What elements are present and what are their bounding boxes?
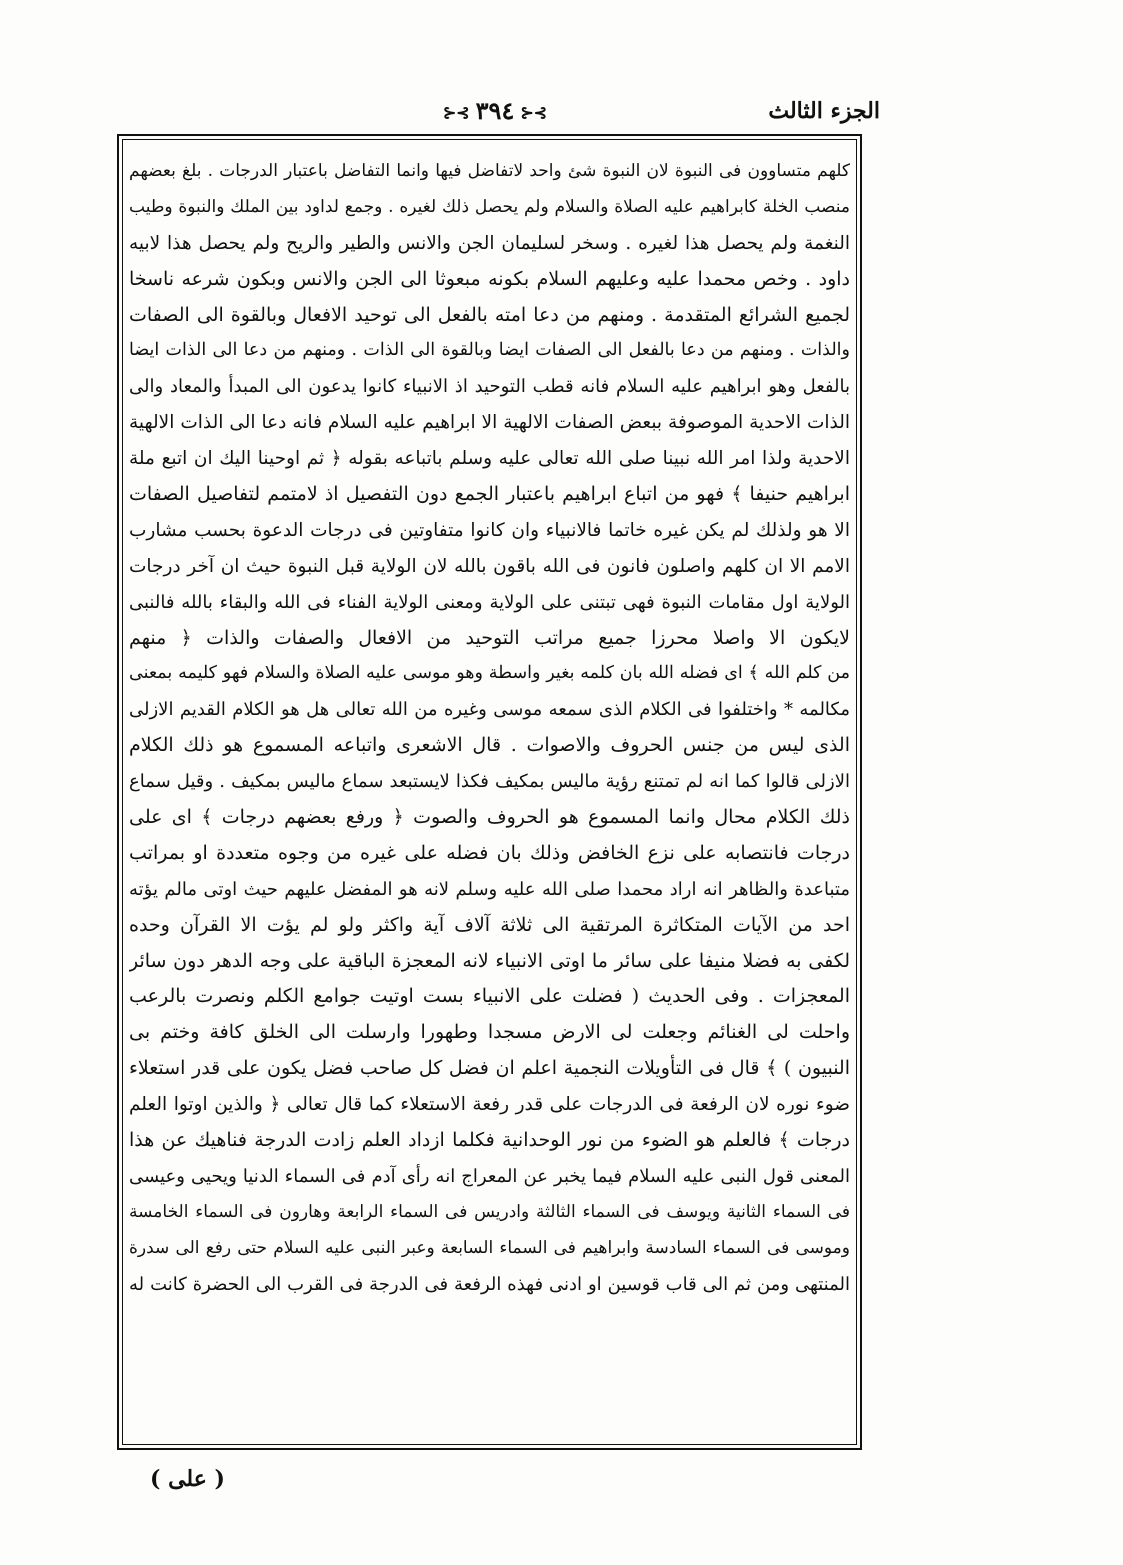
text-line: ضوء نوره لان الرفعة فى الدرجات على قدر رفعة الاستعلاء كما قال تعالى ﴿ والذين اوتوا العلم — [129, 1094, 850, 1116]
text-line: الا هو ولذلك لم يكن غيره خاتما فالانبياء وان كانوا متفاوتين فى درجات الدعوة بحسب مشارب — [129, 519, 850, 541]
text-line: الذات الاحدية الموصوفة ببعض الصفات الالهية الا ابراهيم عليه السلام فانه دعا الى الذات الالهية — [129, 412, 850, 434]
text-line: درجات ﴾ فالعلم هو الضوء من نور الوحدانية فكلما ازداد العلم زادت الدرجة فناهيك عن هذا — [129, 1129, 850, 1152]
text-line: فى السماء الثانية ويوسف فى السماء الثالثة وادريس فى السماء الرابعة وهارون فى السماء الخامسة — [129, 1201, 850, 1222]
page-header — [120, 88, 880, 136]
text-line: الازلى قالوا كما انه لم تمتنع رؤية ماليس بمكيف فكذا لايستبعد سماع ماليس بمكيف . وقيل سماع — [129, 771, 850, 793]
text-line: احد من الآيات المتكاثرة المرتقية الى ثلاثة آلاف آية واكثر ولو لم يؤت الا القرآن وحده — [129, 913, 850, 936]
text-line: والذات . ومنهم من دعا بالفعل الى الصفات ايضا وبالقوة الى الذات . ومنهم من دعا الى الذات ايضا — [129, 340, 850, 361]
page-number: ٣٩٤ — [475, 96, 515, 125]
text-line: لجميع الشرائع المتقدمة . ومنهم من دعا امته بالفعل الى توحيد الافعال وبالقوة الى الصفات — [129, 303, 850, 326]
catchword: ( على ) — [150, 1466, 225, 1492]
text-line: الذى ليس من جنس الحروف والاصوات . قال الاشعرى واتباعه المسموع هو ذلك الكلام — [129, 734, 850, 757]
page-number-block — [420, 96, 570, 125]
text-line: واحلت لى الغنائم وجعلت لى الارض مسجدا وطهورا وارسلت الى الخلق كافة وختم بى — [129, 1021, 850, 1044]
text-line: كلهم متساوون فى النبوة لان النبوة شئ واحد لاتفاضل فيها وانما التفاضل باعتبار الدرجات . بلغ بعضهم — [129, 161, 850, 181]
text-line: المعنى قول النبى عليه السلام فيما يخبر عن المعراج انه رأى آدم فى السماء الدنيا ويحيى وعيسى — [129, 1165, 850, 1187]
body-text — [129, 154, 850, 1434]
text-line: درجات فانتصابه على نزع الخافض وذلك بان فضله على غيره من وجوه متعددة او بمراتب — [129, 841, 850, 864]
text-line: ذلك الكلام محال وانما المسموع هو الحروف والصوت ﴿ ورفع بعضهم درجات ﴾ اى على — [129, 806, 850, 829]
text-line: داود . وخص محمدا عليه وعليهم السلام بكونه مبعوثا الى الجن والانس وبكون شرعه ناسخا — [129, 267, 850, 290]
text-line: ابراهيم حنيفا ﴾ فهو من اتباع ابراهيم باعتبار الجمع دون التفصيل اذ لامتمم لتفاصيل الصفات — [129, 483, 850, 506]
text-line: الولاية اول مقامات النبوة فهى تبتنى على الولاية ومعنى الولاية الفناء فى الله والبقاء بالله فالنبى — [129, 591, 850, 613]
text-line: الاحدية ولذا امر الله نبينا صلى الله تعالى عليه وسلم باتباعه بقوله ﴿ ثم اوحينا اليك ان اتبع ملة — [129, 448, 850, 470]
text-line: المعجزات . وفى الحديث ( فضلت على الانبياء بست اوتيت جوامع الكلم ونصرت بالرعب — [129, 985, 850, 1008]
text-line: الامم الا ان كلهم واصلون فانون فى الله باقون بالله لان الولاية قبل النبوة حيث ان آخر درجات — [129, 555, 850, 577]
text-line: لايكون الا واصلا محرزا جميع مراتب التوحيد من الافعال والصفات والذات ﴿ منهم — [129, 626, 850, 649]
text-line: النبيون ) ﴾ قال فى التأويلات النجمية اعلم ان فضل كل صاحب فضل يكون على قدر استعلاء — [129, 1057, 850, 1080]
text-line: منصب الخلة كابراهيم عليه الصلاة والسلام ولم يحصل ذلك لغيره . وجمع لداود بين الملك والنبوة وطيب — [129, 196, 850, 217]
ornament-right-icon: ⊱⊰ — [442, 103, 470, 122]
text-line: بالفعل وهو ابراهيم عليه السلام فانه قطب التوحيد اذ الانبياء كانوا يدعون الى المبدأ والمعاد والى — [129, 376, 850, 398]
text-line: لكفى به فضلا منيفا على سائر ما اوتى الانبياء لانه المعجزة الباقية على وجه الدهر دون سائر — [129, 949, 850, 972]
text-line: مكالمه * واختلفوا فى الكلام الذى سمعه موسى وغيره من الله تعالى هل هو الكلام القديم الازلى — [129, 699, 850, 721]
text-frame — [117, 134, 862, 1450]
text-line: المنتهى ومن ثم الى قاب قوسين او ادنى فهذه الرفعة فى الدرجة فى القرب الى الحضرة كانت له — [129, 1273, 850, 1295]
text-line: وموسى فى السماء السادسة وابراهيم فى السماء السابعة وعبر النبى عليه السلام حتى رفع الى سدرة — [129, 1237, 850, 1258]
text-line: متباعدة والظاهر انه اراد محمدا صلى الله عليه وسلم لانه هو المفضل عليهم حيث اوتى مالم يؤته — [129, 878, 850, 900]
text-line: النغمة ولم يحصل هذا لغيره . وسخر لسليمان الجن والانس والطير والريح ولم يحصل هذا لابيه — [129, 232, 850, 254]
ornament-left-icon: ⊱⊰ — [520, 103, 548, 122]
text-line: من كلم الله ﴾ اى فضله الله بان كلمه بغير واسطة وهو موسى عليه الصلاة والسلام فهو كليمه بمعنى — [129, 663, 850, 684]
volume-title: الجزء الثالث — [768, 98, 880, 124]
